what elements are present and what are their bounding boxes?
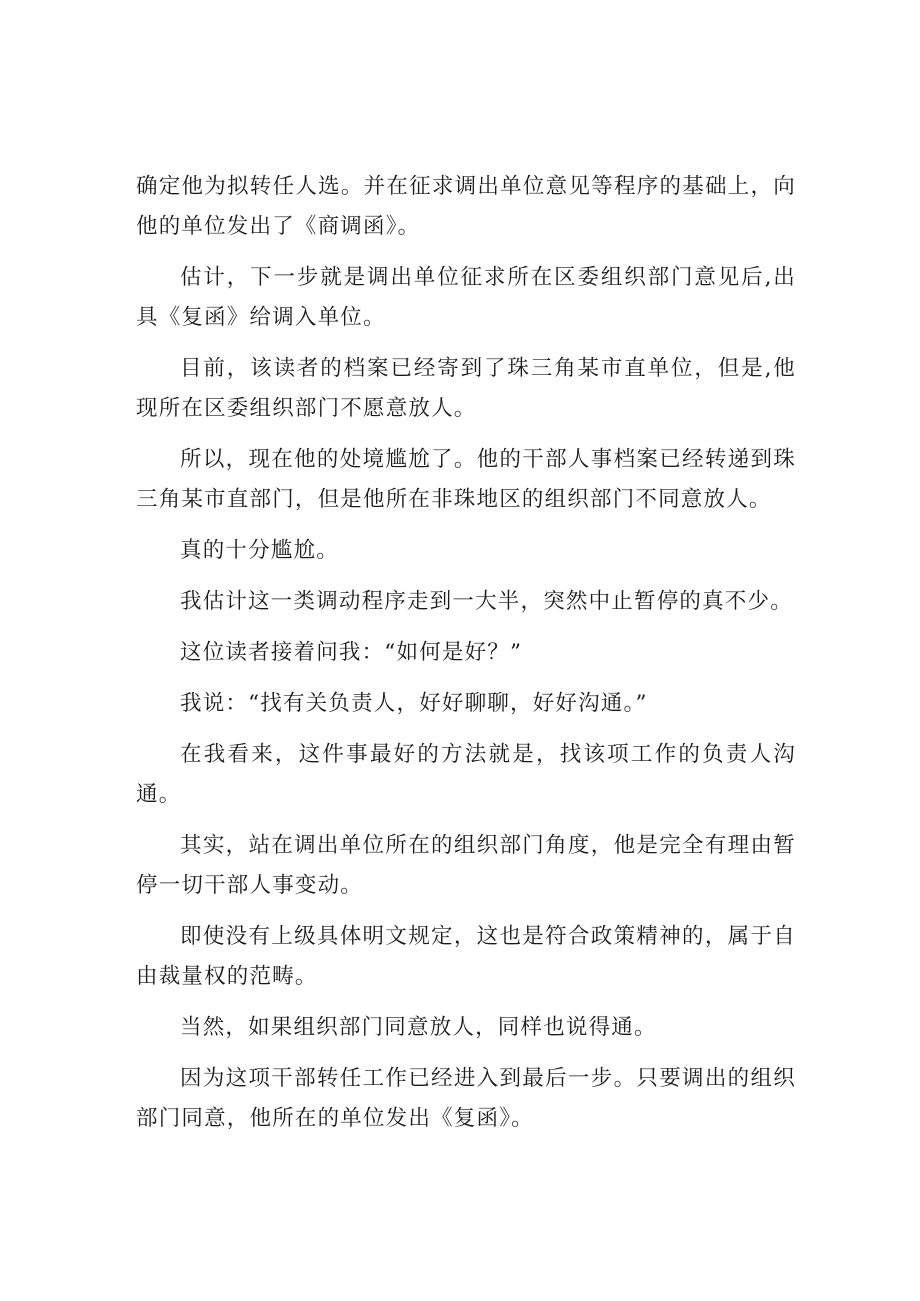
paragraph-2: 估计，下一步就是调出单位征求所在区委组织部门意见后,出具《复函》给调入单位。: [136, 265, 796, 330]
paragraph-9: 在我看来，这件事最好的方法就是，找该项工作的负责人沟通。: [136, 742, 796, 807]
paragraph-7: 这位读者接着问我：“如何是好？”: [180, 640, 523, 665]
paragraph-10: 其实，站在调出单位所在的组织部门角度，他是完全有理由暂停一切干部人事变动。: [136, 833, 796, 898]
paragraph-11: 即使没有上级具体明文规定，这也是符合政策精神的，属于自由裁量权的范畴。: [136, 924, 796, 989]
paragraph-4: 所以，现在他的处境尴尬了。他的干部人事档案已经转递到珠三角某市直部门，但是他所在非珠地区的组织部门不同意放人。: [136, 447, 796, 512]
paragraph-1: 确定他为拟转任人选。并在征求调出单位意见等程序的基础上，向他的单位发出了《商调函》。: [136, 174, 796, 239]
paragraph-12: 当然，如果组织部门同意放人，同样也说得通。: [180, 1015, 657, 1040]
paragraph-6: 我估计这一类调动程序走到一大半，突然中止暂停的真不少。: [180, 589, 793, 614]
paragraph-13: 因为这项干部转任工作已经进入到最后一步。只要调出的组织部门同意，他所在的单位发出《复函》。: [136, 1066, 796, 1131]
paragraph-8: 我说：“找有关负责人，好好聊聊，好好沟通。”: [180, 691, 648, 716]
document-body: [136, 167, 796, 1150]
paragraph-5: 真的十分尴尬。: [180, 538, 339, 563]
paragraph-3: 目前，该读者的档案已经寄到了珠三角某市直单位，但是,他现所在区委组织部门不愿意放人。: [136, 356, 796, 421]
